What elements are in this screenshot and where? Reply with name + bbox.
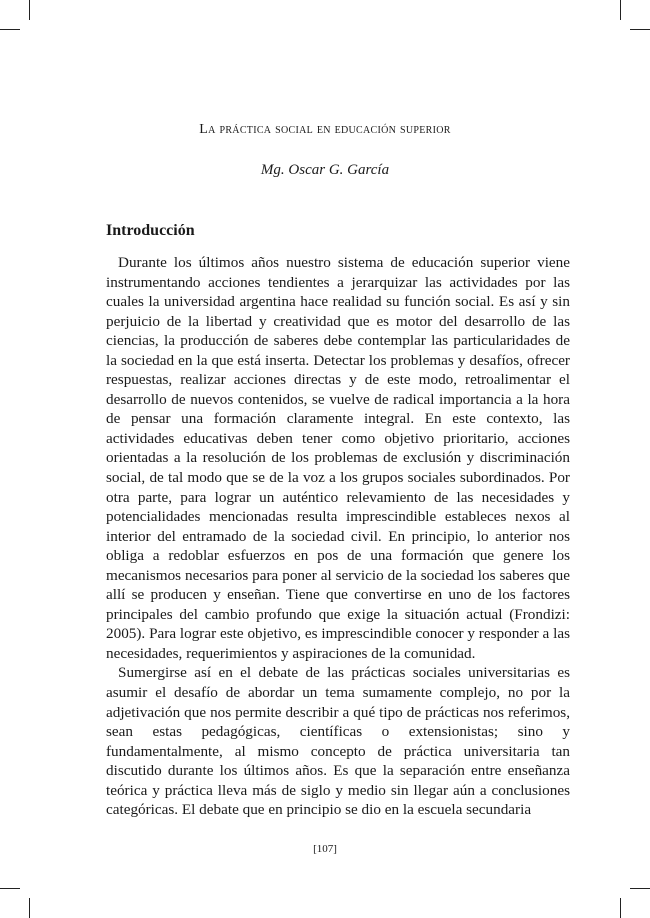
crop-mark-top-left-vertical	[29, 0, 30, 20]
section-heading: Introducción	[106, 222, 195, 239]
body-text	[106, 253, 570, 820]
paragraph: Sumergirse así en el debate de las prácticas sociales universitarias es asumir el desafío de abordar un tema sumamente complejo, no por la adjetivación que nos permite describir a qué tipo de prácticas nos referimos, sean estas pedagógicas, científicas o extensionistas; sino y fundamentalmente, al mismo concepto de práctica universitaria tan discutido durante los últimos años. Es que la separación entre enseñanza teórica y práctica lleva más de siglo y medio sin llegar aún a conclusiones categóricas. El debate que en principio se dio en la escuela secundaria	[106, 664, 570, 819]
page-number: [107]	[313, 843, 337, 855]
crop-mark-bottom-right-vertical	[620, 898, 621, 918]
crop-mark-bottom-left-horizontal	[0, 888, 20, 889]
chapter-title: La práctica social en educación superior	[199, 122, 451, 137]
paragraph: Durante los últimos años nuestro sistema de educación superior viene instrumentando acciones tendientes a jerarquizar las actividades por las cuales la universidad argentina hace realidad su función social. Es así y sin perjuicio de la libertad y creatividad que es motor del desarrollo de las ciencias, la producción de saberes debe contemplar las particularidades de la sociedad en la que está inserta. Detectar los problemas y desafíos, ofrecer respuestas, realizar acciones directas y de este modo, retroalimentar el desarrollo de nuevos contenidos, se vuelve de radical importancia a la hora de pensar una formación claramente integral. En este contexto, las actividades educativas deben tener como objetivo prioritario, acciones orientadas a la resolución de los problemas de exclusión y discriminación social, de tal modo que se de la voz a los grupos sociales subordinados. Por otra parte, para lograr un auténtico relevamiento de las necesidades y potencialidades mencionadas resulta imprescindible estableces nexos al interior del entramado de la sociedad civil. En principio, lo anterior nos obliga a redoblar esfuerzos en pos de una formación que genere los mecanismos necesarios para poner al servicio de la sociedad los saberes que allí se producen y enseñan. Tiene que convertirse en uno de los factores principales del cambio profundo que exige la situación actual (Frondizi: 2005). Para lograr este objetivo, es imprescindible conocer y responder a las necesidades, requerimientos y aspiraciones de la comunidad.	[106, 254, 570, 662]
author-name: Mg. Oscar G. García	[260, 162, 390, 178]
crop-mark-top-right-horizontal	[630, 29, 650, 30]
crop-mark-bottom-left-vertical	[29, 898, 30, 918]
crop-mark-bottom-right-horizontal	[630, 888, 650, 889]
crop-mark-top-right-vertical	[620, 0, 621, 20]
crop-mark-top-left-horizontal	[0, 29, 20, 30]
